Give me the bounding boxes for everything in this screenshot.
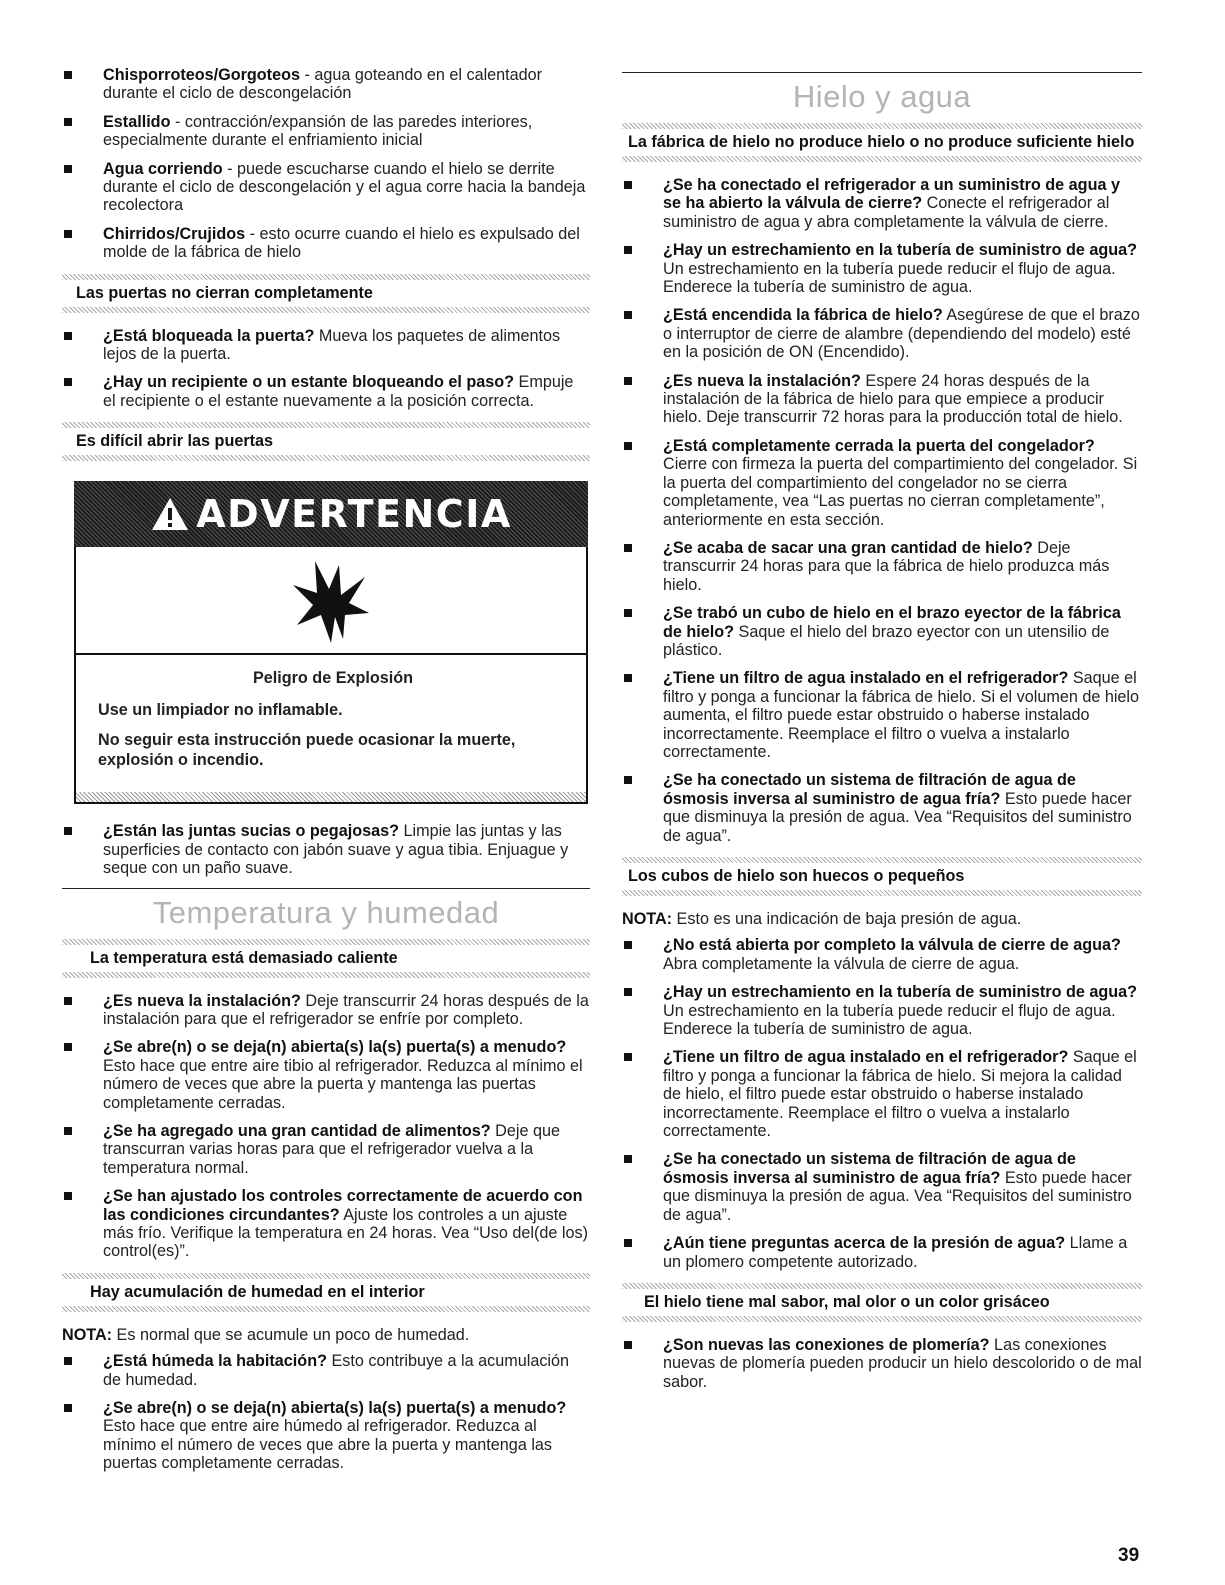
list-item [622, 241, 1142, 296]
list-item-text: Mueva los paquetes de alimentos lejos de la puerta. [103, 326, 561, 364]
list-item-text: Empuje el recipiente o el estante nuevamente a la posición correcta. [103, 373, 574, 410]
list-item [622, 771, 1142, 845]
list-item [62, 992, 590, 1029]
list-item-question: ¿Se han ajustado los controles correctamente de acuerdo con las condiciones circundantes? [103, 1187, 583, 1224]
list-item-text: Asegúrese de que el brazo o interruptor de cierre de alambre (dependiendo del modelo) esté en la posición de ON (Encendido). [663, 306, 1140, 362]
bullet-square-icon [64, 1192, 72, 1200]
list-item-question: ¿Hay un recipiente o un estante bloqueando el paso? [103, 373, 515, 392]
bullet-square-icon [64, 1127, 72, 1135]
list-item-question: Agua corriendo [103, 159, 223, 178]
list-item-text: Esto puede hacer que disminuya la presión de agua. Vea “Requisitos del suministro de agua”. [663, 789, 1132, 845]
bullet-square-icon [624, 609, 632, 617]
list-item-text: Cierre con firmeza la puerta del compartimiento del congelador. Si la puerta del compartimiento del congelador no se cierra completamente, vea “Las puertas no cierran completamente”, anteriormente en esta sección. [663, 455, 1138, 529]
list-item-text: Saque el filtro y ponga a funcionar la fábrica de hielo. Si mejora la calidad de hielo, el filtro puede estar obstruido o haberse instalado incorrectamente. Reemplace el filtro o vuelva a instalarlo correctamente. [663, 1048, 1137, 1141]
bullet-square-icon [624, 246, 632, 254]
list-item-text: Deje que transcurran varias horas para que el refrigerador vuelva a la temperatura normal. [103, 1121, 560, 1177]
list-item-question: ¿Hay un estrechamiento en la tubería de suministro de agua? [663, 241, 1138, 260]
bullet-square-icon [624, 1341, 632, 1349]
warning-title: ADVERTENCIA [196, 492, 512, 537]
list-item-question: ¿Se trabó un cubo de hielo en el brazo eyector de la fábrica de hielo? [663, 604, 1121, 641]
warning-line-2: No seguir esta instrucción puede ocasionar la muerte, explosión o incendio. [98, 731, 516, 770]
bullet-square-icon [624, 776, 632, 784]
list-item [622, 437, 1142, 529]
bullet-square-icon [64, 118, 72, 126]
ice-section-title: Hielo y agua [792, 79, 972, 114]
bullet-square-icon [64, 332, 72, 340]
warning-box [74, 481, 588, 804]
list-item-text: Abra completamente la válvula de cierre de agua. [663, 954, 1020, 973]
doors-heading-block [62, 274, 590, 313]
list-item-question: ¿Aún tiene preguntas acerca de la presión de agua? [663, 1234, 1066, 1253]
list-item-question: ¿No está abierta por completo la válvula de cierre de agua? [663, 936, 1121, 955]
list-item [62, 225, 590, 262]
temp-section-title: Temperatura y humedad [152, 894, 500, 930]
warning-header [74, 481, 588, 547]
list-item-question: ¿Se ha agregado una gran cantidad de alimentos? [103, 1121, 491, 1140]
list-item-text: Llame a un plomero competente autorizado. [663, 1234, 1128, 1271]
bullet-square-icon [624, 311, 632, 319]
humidity-list [62, 1352, 590, 1472]
list-item [62, 1352, 590, 1389]
list-item [62, 1038, 590, 1112]
list-item-question: ¿Está encendida la fábrica de hielo? [663, 306, 943, 325]
list-item-question: ¿Tiene un filtro de agua instalado en el refrigerador? [663, 669, 1069, 688]
temp-heading-block [62, 939, 590, 978]
page-number: 39 [1118, 1545, 1140, 1566]
ice-list [622, 176, 1142, 845]
list-item-question: ¿Se ha conectado un sistema de filtración de agua de ósmosis inversa al suministro de agua fría? [663, 771, 1076, 808]
list-item [622, 983, 1142, 1038]
list-item-question: ¿Se ha conectado el refrigerador a un suministro de agua y se ha abierto la válvula de cierre? [663, 176, 1120, 213]
list-item [622, 669, 1142, 761]
bullet-square-icon [624, 377, 632, 385]
list-item-question: ¿Hay un estrechamiento en la tubería de suministro de agua? [663, 983, 1138, 1002]
list-item [622, 604, 1142, 659]
list-item-text: Conecte el refrigerador al suministro de agua y abra completamente la válvula de cierre. [663, 194, 1110, 231]
bullet-square-icon [64, 1043, 72, 1051]
bullet-square-icon [64, 378, 72, 386]
list-item [62, 1399, 590, 1473]
bullet-square-icon [624, 988, 632, 996]
list-item-text: Las conexiones nuevas de plomería pueden producir un hielo descolorido o de mal sabor. [663, 1335, 1142, 1391]
humidity-heading: Hay acumulación de humedad en el interior [90, 1282, 425, 1301]
list-item-text: Saque el filtro y ponga a funcionar la fábrica de hielo. Si el volumen de hielo aumenta, el filtro puede estar obstruido o haberse instalado incorrectamente. Reemplace el filtro o vuelva a instalarlo correctamente. [663, 669, 1140, 761]
list-item [62, 1122, 590, 1177]
bullet-square-icon [624, 1053, 632, 1061]
list-item [622, 1234, 1142, 1271]
hollow-heading: Los cubos de hielo son huecos o pequeños [628, 867, 965, 885]
list-item [622, 372, 1142, 427]
bullet-square-icon [64, 230, 72, 238]
list-item-question: ¿Se abre(n) o se deja(n) abierta(s) la(s) puerta(s) a menudo? [103, 1038, 567, 1057]
right-column [622, 72, 1142, 1401]
list-item-question: ¿Están las juntas sucias o pegajosas? [103, 822, 399, 841]
bullet-square-icon [624, 941, 632, 949]
doors-heading: Las puertas no cierran completamente [76, 283, 373, 302]
left-column [62, 66, 590, 1483]
gaskets-list [62, 822, 590, 877]
list-item [62, 327, 590, 364]
warning-hazard: Peligro de Explosión [252, 669, 414, 688]
list-item [62, 373, 590, 410]
list-item-text: Limpie las juntas y las superficies de contacto con jabón suave y agua tibia. Enjuague y seque con un paño suave. [103, 822, 569, 878]
list-item-question: ¿Se acaba de sacar una gran cantidad de hielo? [663, 538, 1033, 557]
list-item [62, 160, 590, 215]
list-item-question: Chisporroteos/Gorgoteos [103, 66, 300, 84]
temp-list [62, 992, 590, 1261]
taste-heading: El hielo tiene mal sabor, mal olor o un color grisáceo [644, 1292, 1050, 1311]
list-item [622, 1048, 1142, 1140]
list-item-text: Deje transcurrir 24 horas para que la fábrica de hielo produzca más hielo. [663, 538, 1110, 594]
bullet-square-icon [64, 165, 72, 173]
ice-heading-block [622, 123, 1142, 162]
hard-open-heading-block [62, 422, 590, 461]
list-item-text: Un estrechamiento en la tubería puede reducir el flujo de agua. Enderece la tubería de suministro de agua. [663, 259, 1116, 297]
bullet-square-icon [624, 544, 632, 552]
list-item-text: - puede escucharse cuando el hielo se derrite durante el ciclo de descongelación y el agua corre hacia la bandeja recolectora [103, 159, 586, 215]
list-item [622, 176, 1142, 231]
bullet-square-icon [64, 827, 72, 835]
hollow-heading-block [622, 857, 1142, 896]
humidity-note: NOTA: Es normal que se acumule un poco de humedad. [62, 1325, 470, 1344]
list-item-text: Esto contribuye a la acumulación de humedad. [103, 1352, 570, 1389]
hollow-list [622, 936, 1142, 1271]
list-item-text: Esto puede hacer que disminuya la presión de agua. Vea “Requisitos del suministro de agua”. [663, 1168, 1132, 1224]
list-item-text: Esto hace que entre aire húmedo al refrigerador. Reduzca al mínimo el número de veces que abre la puerta y mantenga las puertas completamente cerradas. [103, 1417, 553, 1473]
bullet-square-icon [624, 181, 632, 189]
list-item-question: Estallido [103, 112, 171, 131]
list-item-text: Saque el hielo del brazo eyector con un utensilio de plástico. [663, 622, 1110, 659]
bullet-square-icon [64, 997, 72, 1005]
bullet-square-icon [64, 1404, 72, 1412]
bullet-square-icon [624, 1239, 632, 1247]
list-item-text: - esto ocurre cuando el hielo es expulsado del molde de la fábrica de hielo [103, 224, 580, 262]
list-item-text: Un estrechamiento en la tubería puede reducir el flujo de agua. Enderece la tubería de suministro de agua. [663, 1001, 1116, 1039]
list-item [62, 822, 590, 877]
list-item-question: ¿Tiene un filtro de agua instalado en el refrigerador? [663, 1048, 1069, 1067]
list-item-text: Esto hace que entre aire tibio al refrigerador. Reduzca al mínimo el número de veces que abre la puerta y mantenga las puertas completamente cerradas. [103, 1056, 583, 1112]
list-item-question: ¿Está húmeda la habitación? [103, 1352, 327, 1371]
list-item-question: ¿Se abre(n) o se deja(n) abierta(s) la(s) puerta(s) a menudo? [103, 1399, 567, 1417]
list-item-question: ¿Está bloqueada la puerta? [103, 326, 315, 345]
bullet-square-icon [64, 71, 72, 79]
hollow-note: NOTA: Esto es una indicación de baja presión de agua. [622, 910, 1022, 928]
list-item-text: Espere 24 horas después de la instalación de la fábrica de hielo para que empiece a producir hielo. Deje transcurrir 72 horas para la producción total de hielo. [663, 371, 1123, 427]
list-item [62, 1187, 590, 1261]
ice-heading: La fábrica de hielo no produce hielo o no produce suficiente hielo [628, 133, 1135, 151]
list-item [622, 539, 1142, 594]
noise-list [62, 66, 590, 262]
list-item-question: ¿Son nuevas las conexiones de plomería? [663, 1335, 990, 1354]
list-item [622, 936, 1142, 973]
temp-heading: La temperatura está demasiado caliente [90, 948, 398, 967]
bullet-square-icon [624, 1155, 632, 1163]
doors-list [62, 327, 590, 411]
warning-line-1: Use un limpiador no inflamable. [98, 701, 343, 720]
bullet-square-icon [624, 442, 632, 450]
list-item-question: ¿Está completamente cerrada la puerta del congelador? [663, 436, 1095, 455]
list-item-question: Chirridos/Crujidos [103, 224, 246, 243]
explosion-icon [76, 547, 586, 655]
list-item-question: ¿Es nueva la instalación? [663, 371, 861, 390]
hard-open-heading: Es difícil abrir las puertas [76, 432, 274, 451]
list-item [62, 113, 590, 150]
humidity-heading-block [62, 1273, 590, 1312]
list-item-text: Ajuste los controles a un ajuste más frío. Verifique la temperatura en 24 horas. Vea “Uso del(de los) control(es)”. [103, 1205, 588, 1261]
explosion-burst-icon [291, 555, 371, 645]
list-item [62, 66, 590, 103]
list-item [622, 306, 1142, 361]
bullet-square-icon [624, 674, 632, 682]
bullet-square-icon [64, 1357, 72, 1365]
list-item [622, 1150, 1142, 1224]
list-item-text: - contracción/expansión de las paredes interiores, especialmente durante el enfriamiento inicial [103, 112, 533, 150]
warning-triangle-icon [150, 496, 190, 532]
list-item-text: - agua goteando en el calentador durante el ciclo de descongelación [103, 66, 543, 103]
taste-heading-block [622, 1283, 1142, 1322]
taste-list [622, 1336, 1142, 1391]
list-item-text: Deje transcurrir 24 horas después de la instalación para que el refrigerador se enfríe por completo. [103, 991, 589, 1028]
list-item [622, 1336, 1142, 1391]
list-item-question: ¿Es nueva la instalación? [103, 991, 301, 1010]
list-item-question: ¿Se ha conectado un sistema de filtración de agua de ósmosis inversa al suministro de agua fría? [663, 1150, 1076, 1187]
